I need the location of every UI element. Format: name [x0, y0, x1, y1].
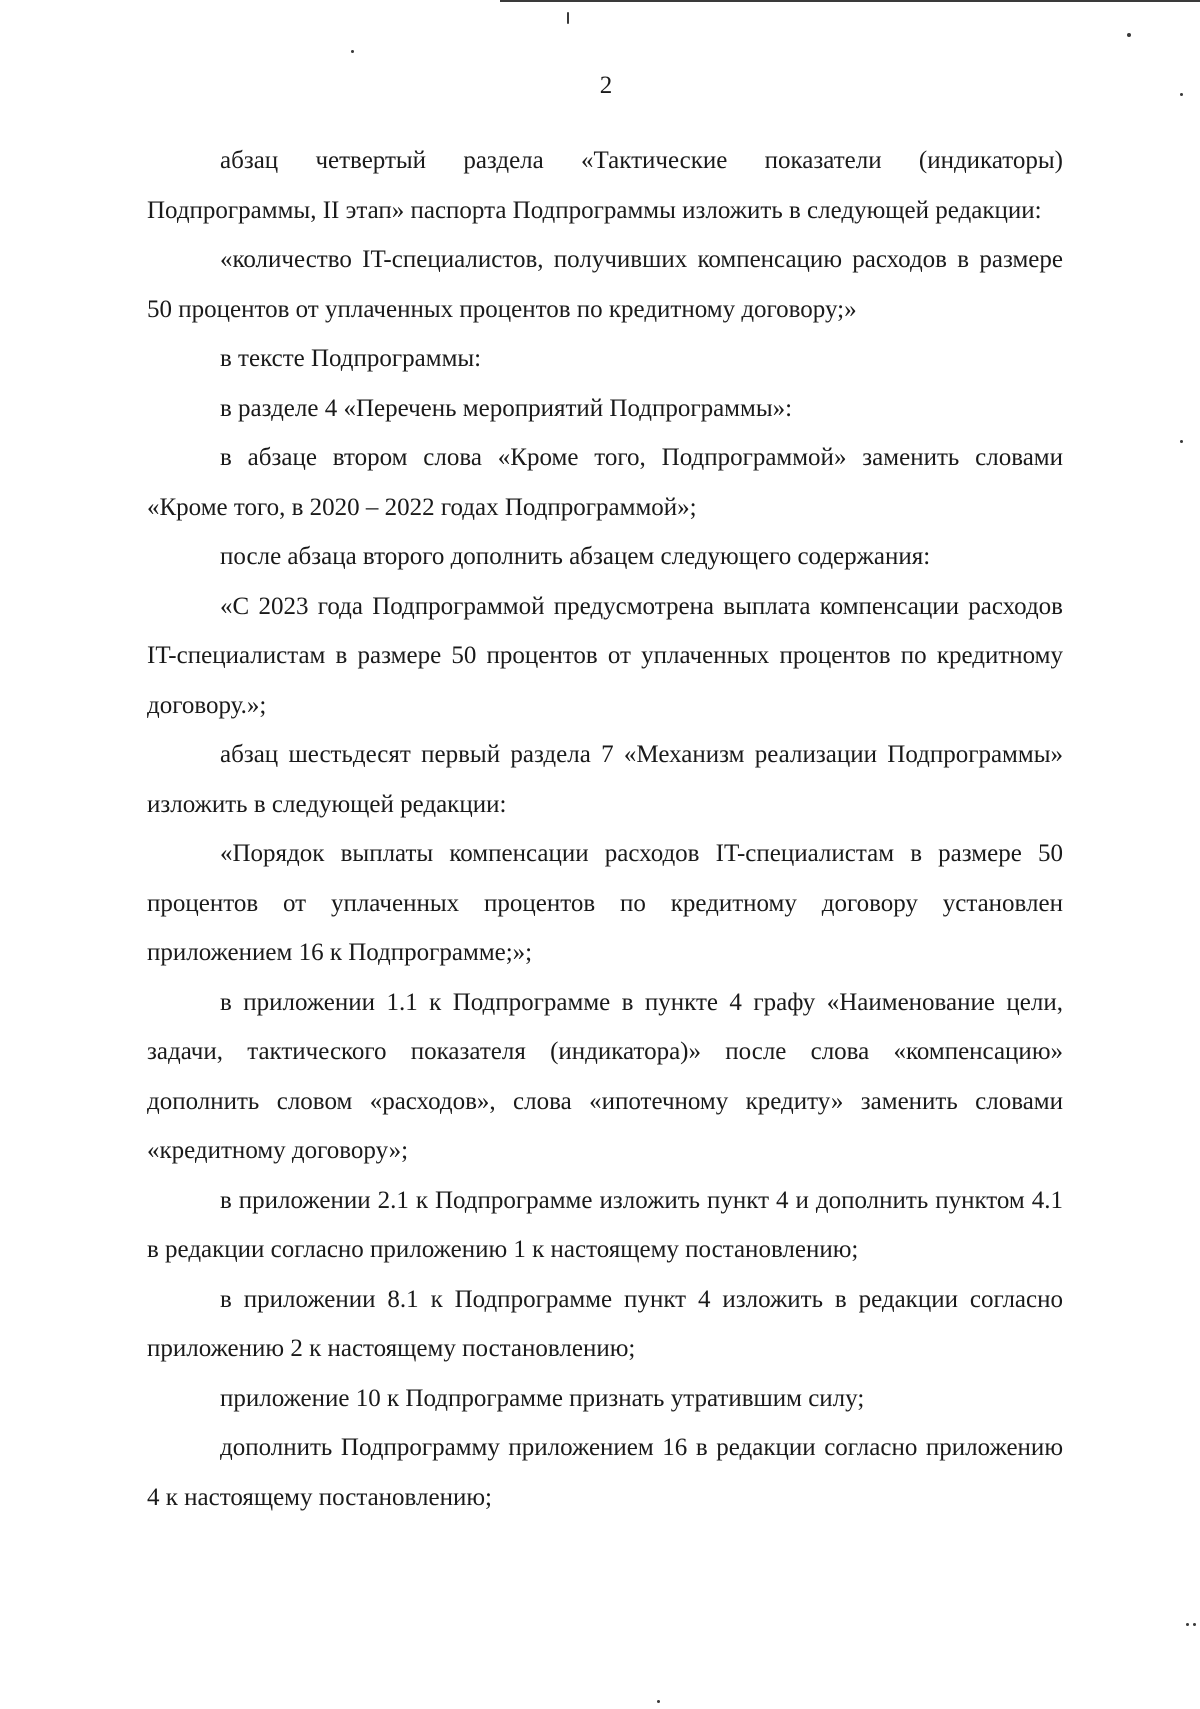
- scan-speck: [567, 12, 569, 24]
- scan-speck: [1186, 1623, 1189, 1626]
- paragraph: в тексте Подпрограммы:: [220, 345, 482, 372]
- paragraph: в приложении 8.1 к Подпрограмме пункт 4 изложить в редакции согласно приложению 2 к настоящему постановлению;: [147, 1285, 1063, 1362]
- paragraph: в абзаце втором слова «Кроме того, Подпрограммой» заменить словами «Кроме того, в 2020 – 2022 годах Подпрограммой»;: [147, 444, 1063, 521]
- scan-top-edge: [500, 0, 1200, 2]
- scan-speck: [657, 1700, 660, 1703]
- paragraph: в приложении 2.1 к Подпрограмме изложить пункт 4 и дополнить пунктом 4.1 в редакции согласно приложению 1 к настоящему постановлению;: [147, 1186, 1063, 1263]
- page-number: 2: [599, 72, 613, 99]
- paragraph: после абзаца второго дополнить абзацем следующего содержания:: [220, 543, 931, 570]
- paragraph: «количество IT-специалистов, получивших компенсацию расходов в размере 50 процентов от уплаченных процентов по кредитному договору;»: [147, 246, 1063, 323]
- paragraph: абзац четвертый раздела «Тактические показатели (индикаторы) Подпрограммы, II этап» паспорта Подпрограммы изложить в следующей редакции:: [147, 147, 1063, 224]
- paragraph: «Порядок выплаты компенсации расходов IT-специалистам в размере 50 процентов от уплаченных процентов по кредитному договору установлен приложением 16 к Подпрограмме;»;: [147, 840, 1063, 966]
- paragraph: приложение 10 к Подпрограмме признать утратившим силу;: [220, 1384, 865, 1412]
- scan-speck: [351, 50, 354, 53]
- document-body: [147, 136, 1063, 1522]
- paragraph: в приложении 1.1 к Подпрограмме в пункте 4 графу «Наименование цели, задачи, тактического показателя (индикатора)» после слова «компенсацию» дополнить словом «расходов», слова «ипотечному кредиту» заменить словами «кредитному договору»;: [147, 988, 1063, 1164]
- paragraph: абзац шестьдесят первый раздела 7 «Механизм реализации Подпрограммы» изложить в следующей редакции:: [147, 741, 1063, 818]
- scan-speck: [1127, 33, 1131, 37]
- paragraph: в разделе 4 «Перечень мероприятий Подпрограммы»:: [220, 394, 793, 422]
- paragraph: дополнить Подпрограмму приложением 16 в редакции согласно приложению 4 к настоящему постановлению;: [147, 1434, 1063, 1511]
- scan-speck: [1193, 1623, 1196, 1626]
- paragraph: «С 2023 года Подпрограммой предусмотрена выплата компенсации расходов IT-специалистам в размере 50 процентов от уплаченных процентов по кредитному договору.»;: [147, 592, 1063, 719]
- scan-speck: [1180, 440, 1183, 443]
